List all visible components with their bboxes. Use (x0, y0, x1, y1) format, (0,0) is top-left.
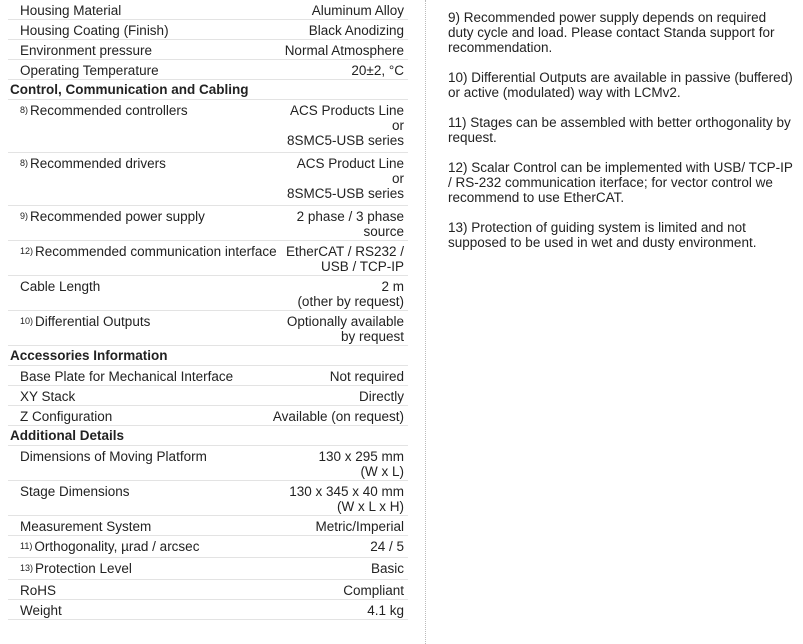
spec-value (318, 449, 404, 479)
spec-label-text: Cable Length (20, 279, 101, 294)
spec-row (8, 446, 408, 481)
spec-table (8, 0, 408, 620)
spec-value (371, 561, 404, 576)
spec-value (351, 63, 404, 78)
spec-value-line: EtherCAT / RS232 / (285, 244, 404, 259)
spec-value (359, 389, 404, 404)
spec-value-line: Basic (370, 561, 404, 576)
spec-label-text: Orthogonality, µrad / arcsec (34, 539, 200, 554)
section-heading-control: Control, Communication and Cabling (8, 80, 408, 100)
spec-value-line: (W x L) (360, 464, 404, 479)
spec-row (8, 516, 408, 536)
spec-value-line: ACS Products Line (289, 103, 404, 118)
spec-label: RoHS (20, 583, 57, 598)
spec-label: Measurement System (20, 519, 152, 534)
spec-row (8, 206, 408, 241)
spec-label: Environment pressure (20, 43, 153, 58)
footnote: 12) Scalar Control can be implemented with USB/ TCP-IP / RS-232 communication iterface; for vector control we recommend to use EtherCAT. (448, 160, 793, 205)
spec-label (20, 279, 297, 294)
footnote: 9) Recommended power supply depends on required duty cycle and load. Please contact Standa support for recommendation. (448, 10, 775, 55)
footnote-ref: 13) (20, 563, 34, 573)
spec-row (8, 276, 408, 311)
spec-value (286, 244, 404, 274)
spec-row (8, 20, 408, 40)
spec-row (8, 0, 408, 20)
spec-row (8, 386, 408, 406)
spec-row (8, 153, 408, 206)
spec-label: Operating Temperature (20, 63, 159, 78)
spec-label: Dimensions of Moving Platform (20, 449, 207, 464)
footnote-ref: 8) (20, 158, 29, 168)
spec-value (287, 103, 404, 148)
spec-value (287, 156, 404, 201)
spec-row (8, 600, 408, 620)
spec-value (309, 23, 404, 38)
spec-value-line: 8SMC5-USB series (286, 133, 404, 148)
spec-label: Z Configuration (20, 409, 113, 424)
spec-value-line: 130 x 345 x 40 mm (289, 484, 404, 499)
spec-label: Stage Dimensions (20, 484, 130, 499)
spec-row (8, 481, 408, 516)
spec-value-line: 4.1 kg (367, 603, 404, 618)
spec-value-line: Available (on request) (272, 409, 404, 424)
spec-value-line: USB / TCP-IP (320, 259, 404, 274)
spec-value-line: Directly (358, 389, 404, 404)
spec-row (8, 100, 408, 153)
spec-row (8, 241, 408, 276)
spec-value-line: (other by request) (297, 294, 404, 309)
spec-row (8, 406, 408, 426)
spec-label (20, 156, 287, 173)
spec-value (370, 539, 404, 554)
spec-label (20, 314, 287, 331)
spec-label: Housing Material (20, 3, 122, 18)
spec-label: Base Plate for Mechanical Interface (20, 369, 234, 384)
spec-value (330, 369, 404, 384)
spec-row (8, 311, 408, 346)
spec-row (8, 558, 408, 580)
spec-label-text: Protection Level (35, 561, 132, 576)
spec-value-line: 8SMC5-USB series (286, 186, 404, 201)
spec-value-line: ACS Product Line (296, 156, 404, 171)
spec-label-text: Differential Outputs (35, 314, 151, 329)
footnote: 11) Stages can be assembled with better orthogonality by request. (448, 115, 791, 145)
spec-label: Housing Coating (Finish) (20, 23, 169, 38)
footnote-ref: 11) (20, 541, 33, 551)
spec-value (297, 279, 404, 309)
footnote-ref: 8) (20, 105, 29, 115)
spec-value-line: source (363, 224, 404, 239)
footnote: 10) Differential Outputs are available in passive (buffered) or active (modulated) way with LCMv2. (448, 70, 793, 100)
section-heading-accessories: Accessories Information (8, 346, 408, 366)
spec-row (8, 40, 408, 60)
spec-label (20, 539, 370, 556)
spec-label (20, 209, 297, 226)
spec-value-line: Aluminum Alloy (311, 3, 404, 18)
column-divider (425, 0, 426, 644)
spec-row (8, 536, 408, 558)
spec-label (20, 561, 371, 578)
spec-label (20, 244, 286, 261)
footnote-ref: 9) (20, 211, 29, 221)
spec-value-line: or (391, 171, 404, 186)
spec-value-line: 24 / 5 (370, 539, 404, 554)
spec-value (289, 484, 404, 514)
footnotes (448, 10, 793, 265)
spec-value (273, 409, 404, 424)
footnote: 13) Protection of guiding system is limited and not supposed to be used in wet and dusty environment. (448, 220, 757, 250)
spec-value (297, 209, 404, 239)
spec-value (312, 3, 404, 18)
spec-label (20, 103, 287, 120)
spec-value-line: Optionally available (286, 314, 404, 329)
spec-label: Weight (20, 603, 62, 618)
section-heading-additional: Additional Details (8, 426, 408, 446)
footnote-ref: 12) (20, 246, 34, 256)
spec-value-line: 2 m (381, 279, 404, 294)
spec-value (285, 43, 404, 58)
spec-label: XY Stack (20, 389, 76, 404)
spec-value-line: by request (340, 329, 404, 344)
spec-value (343, 583, 404, 598)
spec-value (367, 603, 404, 618)
spec-value-line: 2 phase / 3 phase (296, 209, 404, 224)
spec-value-line: 130 x 295 mm (318, 449, 404, 464)
spec-value-line: or (391, 118, 404, 133)
spec-value-line: Metric/Imperial (315, 519, 404, 534)
spec-value-line: Black Anodizing (308, 23, 404, 38)
footnote-ref: 10) (20, 316, 34, 326)
spec-row (8, 580, 408, 600)
spec-label-text: Recommended drivers (30, 156, 166, 171)
spec-value (315, 519, 404, 534)
spec-label-text: Recommended controllers (30, 103, 188, 118)
spec-label-text: Recommended power supply (30, 209, 205, 224)
spec-value-line: 20±2, °C (351, 63, 404, 78)
spec-value-line: Compliant (343, 583, 404, 598)
spec-label-text: Recommended communication interface (35, 244, 277, 259)
spec-value-line: Not required (329, 369, 404, 384)
spec-row (8, 366, 408, 386)
spec-row (8, 60, 408, 80)
spec-value-line: Normal Atmosphere (284, 43, 404, 58)
spec-value (287, 314, 404, 344)
spec-value-line: (W x L x H) (337, 499, 404, 514)
